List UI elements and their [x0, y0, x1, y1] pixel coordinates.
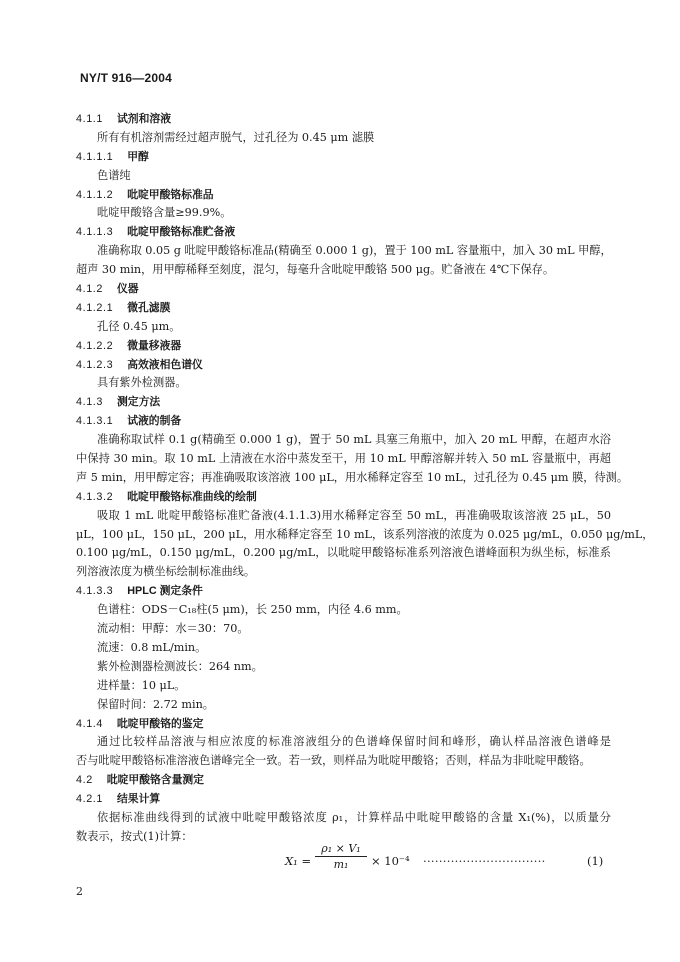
section-title: 吡啶甲酸铬的鉴定	[117, 717, 204, 730]
formula-numerator: ρ₁ × V₁	[321, 842, 361, 855]
paragraph-line: 中保持 30 min。取 10 mL 上清液在水浴中蒸发至干，用 10 mL 甲醇溶解并转入 50 mL 容量瓶中，再超	[76, 452, 611, 466]
formula-fraction	[315, 842, 367, 871]
standard-code: NY/T 916—2004	[80, 71, 172, 85]
section-title: HPLC 测定条件	[127, 585, 203, 598]
section-number: 4.1.3.3	[76, 585, 114, 598]
section-title: 微孔滤膜	[127, 301, 171, 314]
paragraph-line: 流动相：甲醇：水＝30：70。	[97, 622, 249, 636]
formula-leader-dots: ·······························	[423, 854, 546, 868]
section-title: 试剂和溶液	[117, 113, 171, 125]
section-number: 4.1.4	[76, 717, 104, 730]
paragraph-line: μL，100 μL，150 μL，200 μL，用水稀释定容至 10 mL，该系列溶液的浓度为 0.025 μg/mL，0.050 μg/mL，	[76, 527, 654, 541]
paragraph-line: 准确称取试样 0.1 g(精确至 0.000 1 g)，置于 50 mL 具塞三角瓶中，加入 20 mL 甲醇，在超声水浴	[97, 433, 611, 447]
section-heading	[76, 771, 611, 790]
section-number: 4.1.2.3	[76, 358, 114, 371]
paragraph-line: 列溶液浓度为横坐标绘制标准曲线。	[76, 565, 256, 579]
equation-number: (1)	[587, 854, 604, 868]
section-title: 高效液相色谱仪	[127, 358, 203, 371]
section-number: 4.1.2.2	[76, 339, 114, 352]
section-heading	[76, 790, 611, 809]
section-number: 4.1.2.1	[76, 301, 114, 314]
formula-denominator: m₁	[333, 858, 349, 871]
paragraph-line: 吸取 1 mL 吡啶甲酸铬标准贮备液(4.1.1.3)用水稀释定容至 50 mL，再准确吸取该溶液 25 μL，50	[97, 508, 611, 522]
section-heading	[76, 582, 611, 601]
section-heading	[76, 337, 611, 356]
section-heading	[76, 110, 611, 129]
section-title: 甲醇	[127, 150, 149, 163]
paragraph-line: 吡啶甲酸铬含量≥99.9%。	[97, 206, 232, 220]
section-heading	[76, 488, 611, 507]
section-number: 4.1.3.1	[76, 415, 114, 428]
section-number: 4.2.1	[76, 793, 104, 806]
paragraph-line: 保留时间：2.72 min。	[97, 697, 214, 711]
section-number: 4.1.3	[76, 396, 104, 409]
paragraph-line: 超声 30 min，用甲醇稀释至刻度，混匀，每毫升含吡啶甲酸铬 500 μg。贮备液在 4℃下保存。	[76, 263, 555, 277]
formula-multiplier: × 10⁻⁴	[371, 854, 410, 868]
section-title: 吡啶甲酸铬标准品	[127, 188, 214, 201]
section-title: 吡啶甲酸铬标准贮备液	[127, 226, 236, 239]
section-title: 微量移液器	[127, 339, 182, 352]
section-heading	[76, 280, 611, 299]
section-number: 4.1.1.1	[76, 150, 114, 163]
paragraph-line: 孔径 0.45 μm。	[97, 319, 181, 333]
paragraph-line: 所有有机溶剂需经过超声脱气，过孔径为 0.45 μm 滤膜	[97, 130, 375, 144]
section-heading	[76, 148, 611, 167]
section-heading	[76, 393, 611, 412]
section-heading	[76, 412, 611, 431]
section-heading	[76, 356, 611, 375]
section-heading	[76, 223, 611, 242]
section-number: 4.1.3.2	[76, 490, 114, 503]
paragraph-line: 数表示，按式(1)计算：	[76, 829, 193, 843]
section-title: 仪器	[117, 283, 139, 296]
paragraph-line: 否与吡啶甲酸铬标准溶液色谱峰完全一致。若一致，则样品为吡啶甲酸铬；否则，样品为非吡啶甲酸铬。	[76, 754, 591, 768]
paragraph-line: 色谱纯	[97, 168, 131, 182]
section-heading	[76, 186, 611, 205]
section-number: 4.1.2	[76, 283, 104, 296]
paragraph-line: 具有紫外检测器。	[97, 376, 187, 390]
section-number: 4.2	[76, 774, 93, 787]
paragraph-line: 0.100 μg/mL，0.150 μg/mL，0.200 μg/mL，以吡啶甲酸铬标准系列溶液色谱峰面积为纵坐标，标准系	[76, 546, 611, 560]
paragraph-line: 声 5 min，用甲醇定容；再准确吸取该溶液 100 μL，用水稀释定容至 10 mL，过孔径为 0.45 μm 膜，待测。	[76, 470, 629, 484]
paragraph-line: 色谱柱：ODS－C₁₈柱(5 μm)，长 250 mm，内径 4.6 mm。	[97, 603, 408, 617]
section-title: 结果计算	[117, 793, 161, 806]
paragraph-line: 流速：0.8 mL/min。	[97, 640, 207, 654]
section-number: 4.1.1.2	[76, 188, 114, 201]
paragraph-line: 准确称取 0.05 g 吡啶甲酸铬标准品(精确至 0.000 1 g)，置于 100 mL 容量瓶中，加入 30 mL 甲醇，	[97, 244, 612, 258]
section-title: 测定方法	[117, 396, 161, 409]
paragraph-line: 进样量：10 μL。	[97, 678, 186, 692]
paragraph-line: 紫外检测器检测波长：264 nm。	[97, 659, 263, 673]
section-heading	[76, 715, 611, 734]
fraction-bar	[315, 856, 367, 857]
paragraph-line: 通过比较样品溶液与相应浓度的标准溶液组分的色谱峰保留时间和峰形，确认样品溶液色谱峰是	[97, 735, 611, 749]
section-title: 吡啶甲酸铬标准曲线的绘制	[127, 490, 257, 503]
section-number: 4.1.1.3	[76, 226, 114, 239]
page-number: 2	[76, 885, 83, 898]
document-body	[76, 110, 654, 847]
section-title: 试液的制备	[127, 415, 182, 428]
paragraph-line: 依据标准曲线得到的试液中吡啶甲酸铬浓度 ρ₁，计算样品中吡啶甲酸铬的含量 X₁(%)，以质量分	[97, 810, 611, 824]
formula-lhs: X₁ =	[285, 854, 312, 868]
section-title: 吡啶甲酸铬含量测定	[106, 774, 204, 787]
section-number: 4.1.1	[76, 113, 104, 125]
section-heading	[76, 299, 611, 318]
